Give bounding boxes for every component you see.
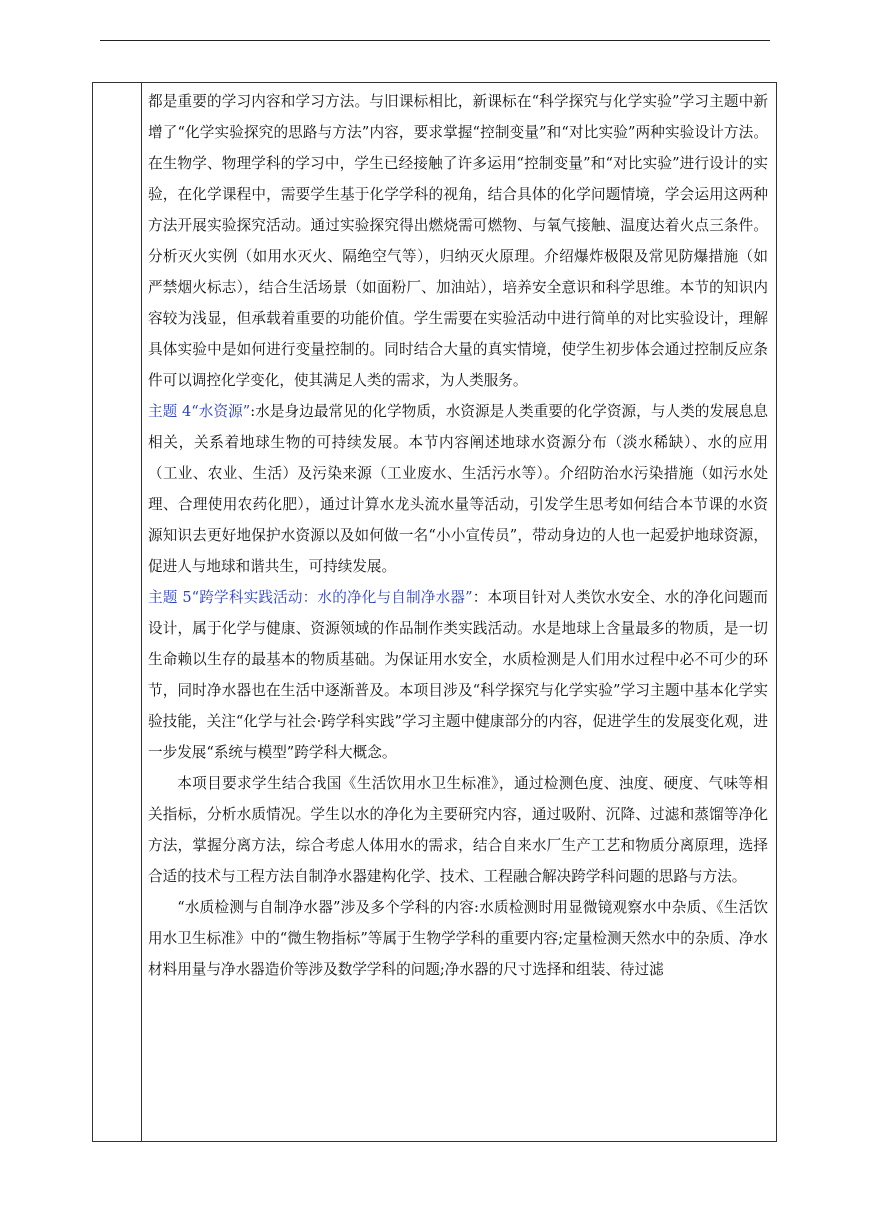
content-cell: [148, 83, 768, 1141]
topic-4-heading: 主题 4“水资源”: [148, 403, 251, 420]
paragraph-project-requirements: 本项目要求学生结合我国《生活饮用水卫生标准》，通过检测色度、浊度、硬度、气味等相关指标，分析水质情况。学生以水的净化为主要研究内容，通过吸附、沉降、过滤和蒸馏等净化方法，掌握分离方法，综合考虑人体用水的需求，结合自来水厂生产工艺和物质分离原理，选择合适的技术与工程方法自制净水器建构化学、技术、工程融合解决跨学科问题的思路与方法。: [148, 775, 768, 885]
paragraph-interdisciplinary: “水质检测与自制净水器”涉及多个学科的内容:水质检测时用显微镜观察水中杂质、《生活饮用水卫生标准》中的“微生物指标”等属于生物学学科的重要内容;定量检测天然水中的杂质、净水材料用量与净水器造价等涉及数学学科的问题;净水器的尺寸选择和组装、待过滤: [148, 899, 768, 978]
topic-5-heading: 主题 5“跨学科实践活动：水的净化与自制净水器”: [148, 589, 473, 606]
paragraph-water-resources: [148, 396, 768, 582]
paragraph-water-purification: [148, 582, 768, 768]
page-header-rule: [100, 40, 770, 41]
content-table: [92, 82, 777, 1142]
paragraph-combustion: 都是重要的学习内容和学习方法。与旧课标相比，新课标在“科学探究与化学实验”学习主题中新增了“化学实验探究的思路与方法”内容，要求掌握“控制变量”和“对比实验”两种实验设计方法。在生物学、物理学科的学习中，学生已经接触了许多运用“控制变量”和“对比实验”进行设计的实验，在化学课程中，需要学生基于化学学科的视角，结合具体的化学问题情境，学会运用这两种方法开展实验探究活动。通过实验探究得出燃烧需可燃物、与氧气接触、温度达着火点三条件。分析灭火实例（如用水灭火、隔绝空气等），归纳灭火原理。介绍爆炸极限及常见防爆措施（如严禁烟火标志），结合生活场景（如面粉厂、加油站），培养安全意识和科学思维。本节的知识内容较为浅显，但承载着重要的功能价值。学生需要在实验活动中进行简单的对比实验设计，理解具体实验中是如何进行变量控制的。同时结合大量的真实情境，使学生初步体会通过控制反应条件可以调控化学变化，使其满足人类的需求，为人类服务。: [148, 93, 768, 389]
topic-5-body: ：本项目针对人类饮水安全、水的净化问题而设计，属于化学与健康、资源领域的作品制作类实践活动。水是地球上含量最多的物质，是一切生命赖以生存的最基本的物质基础。为保证用水安全，水质检测是人们用水过程中必不可少的环节，同时净水器也在生活中逐渐普及。本项目涉及“科学探究与化学实验”学习主题中基本化学实验技能，关注“化学与社会·跨学科实践”学习主题中健康部分的内容，促进学生的发展变化观，进一步发展“系统与模型”跨学科大概念。: [148, 589, 768, 761]
topic-4-body: :水是身边最常见的化学物质，水资源是人类重要的化学资源，与人类的发展息息相关，关系着地球生物的可持续发展。本节内容阐述地球水资源分布（淡水稀缺）、水的应用（工业、农业、生活）及污染来源（工业废水、生活污水等）。介绍防治水污染措施（如污水处理、合理使用农药化肥），通过计算水龙头流水量等活动，引发学生思考如何结合本节课的水资源知识去更好地保护水资源以及如何做一名“小小宣传员”，带动身边的人也一起爱护地球资源，促进人与地球和谐共生，可持续发展。: [148, 403, 768, 575]
table-column-divider: [141, 83, 142, 1141]
